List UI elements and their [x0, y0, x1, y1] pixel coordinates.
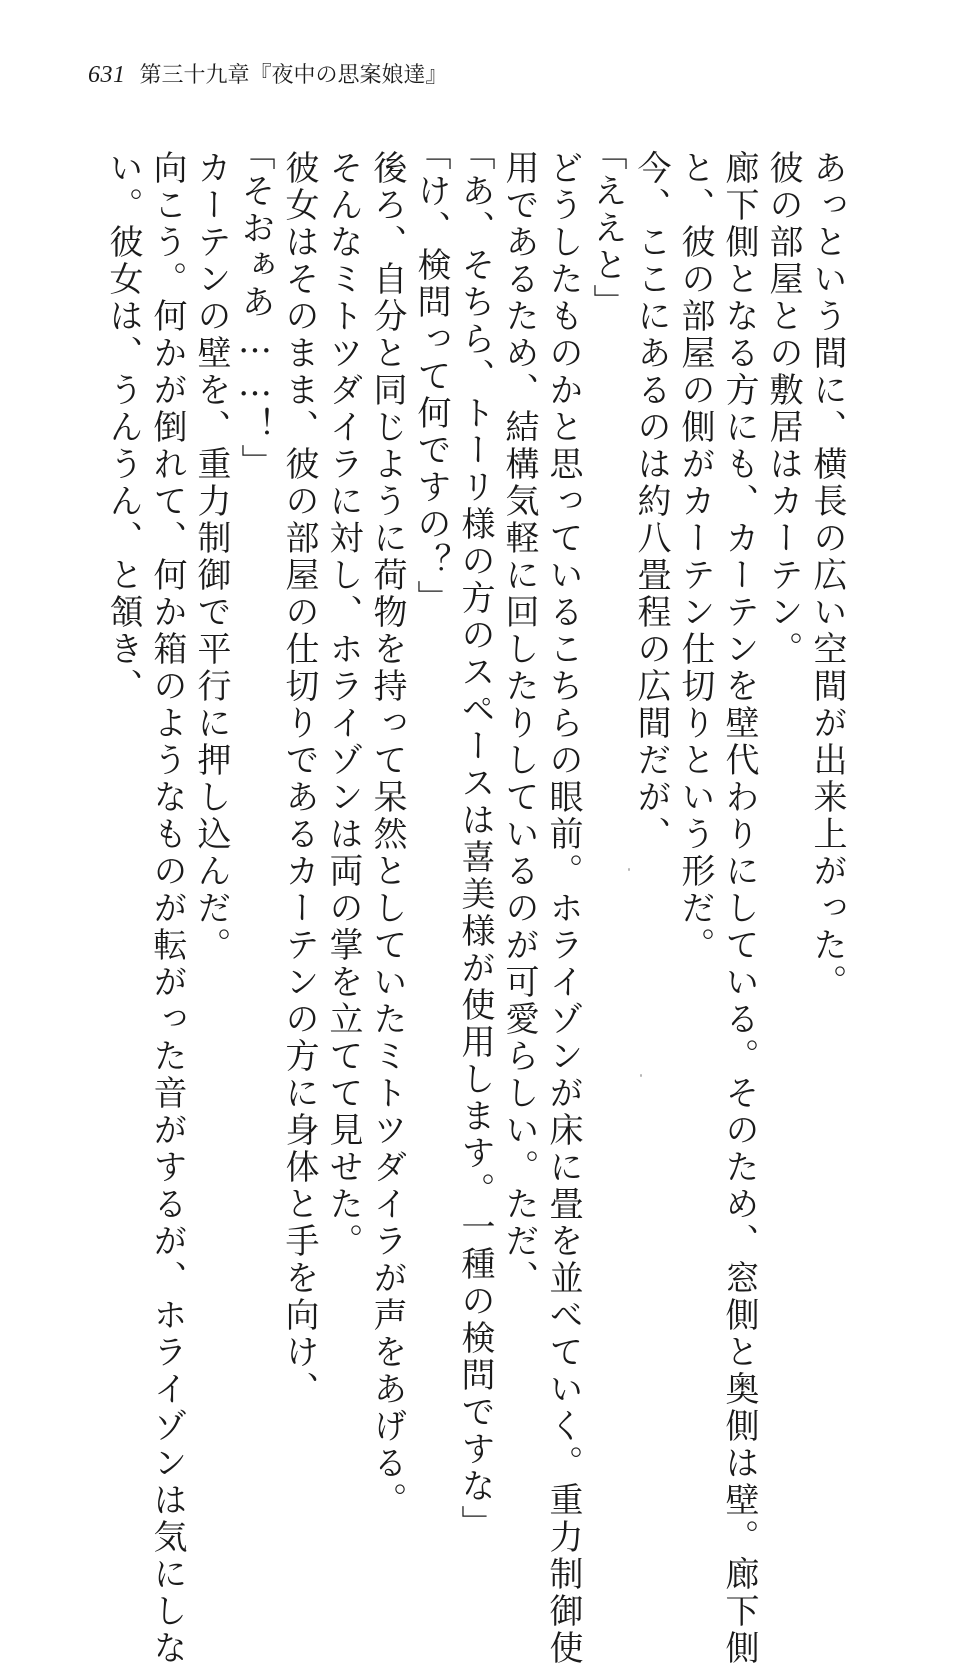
- text-line: 彼女はそのまま、彼の部屋の仕切りであるカーテンの方に身体と手を向け、: [279, 150, 319, 1408]
- text-line: 彼の部屋との敷居はカーテン。: [763, 150, 803, 668]
- text-line: 「そおぁあ……！」: [235, 136, 275, 481]
- text-line: あっという間に、横長の広い空間が出来上がった。: [807, 150, 847, 1001]
- text-line: と、彼の部屋の側がカーテン仕切りという形だ。: [675, 150, 715, 964]
- text-line: 用であるため、結構気軽に回したりしているのが可愛らしい。ただ、: [499, 150, 539, 1297]
- text-line: カーテンの壁を、重力制御で平行に押し込んだ。: [191, 150, 231, 964]
- text-line: 「け、検問って何ですの？」: [411, 136, 451, 617]
- chapter-title: 第三十九章『夜中の思案娘達』: [139, 62, 448, 87]
- text-line: 向こう。何かが倒れて、何か箱のようなものが転がった音がするが、ホライゾンは気にしな: [147, 150, 187, 1667]
- scan-speck: [628, 868, 630, 871]
- text-line: どうしたものかと思っているこちらの眼前。ホライゾンが床に畳を並べていく。重力制御使: [543, 150, 583, 1667]
- text-line: そんなミトツダイラに対し、ホライゾンは両の掌を立てて見せた。: [323, 150, 363, 1260]
- text-line: 「ええと」: [587, 136, 627, 321]
- text-line: 廊下側となる方にも、カーテンを壁代わりにしている。そのため、窓側と奥側は壁。廊下側: [719, 150, 759, 1667]
- text-line: 後ろ、自分と同じように荷物を持って呆然としていたミトツダイラが声をあげる。: [367, 150, 407, 1519]
- scan-speck: [640, 1074, 642, 1077]
- text-line: 今、ここにあるのは約八畳程の広間だが、: [631, 150, 671, 853]
- text-line: 「あ、そちら、トーリ様の方のスペースは喜美様が使用します。一種の検問ですな」: [455, 136, 495, 1542]
- page-number: 631: [88, 62, 126, 88]
- text-line: い。彼女は、うんうん、と頷き、: [103, 150, 143, 705]
